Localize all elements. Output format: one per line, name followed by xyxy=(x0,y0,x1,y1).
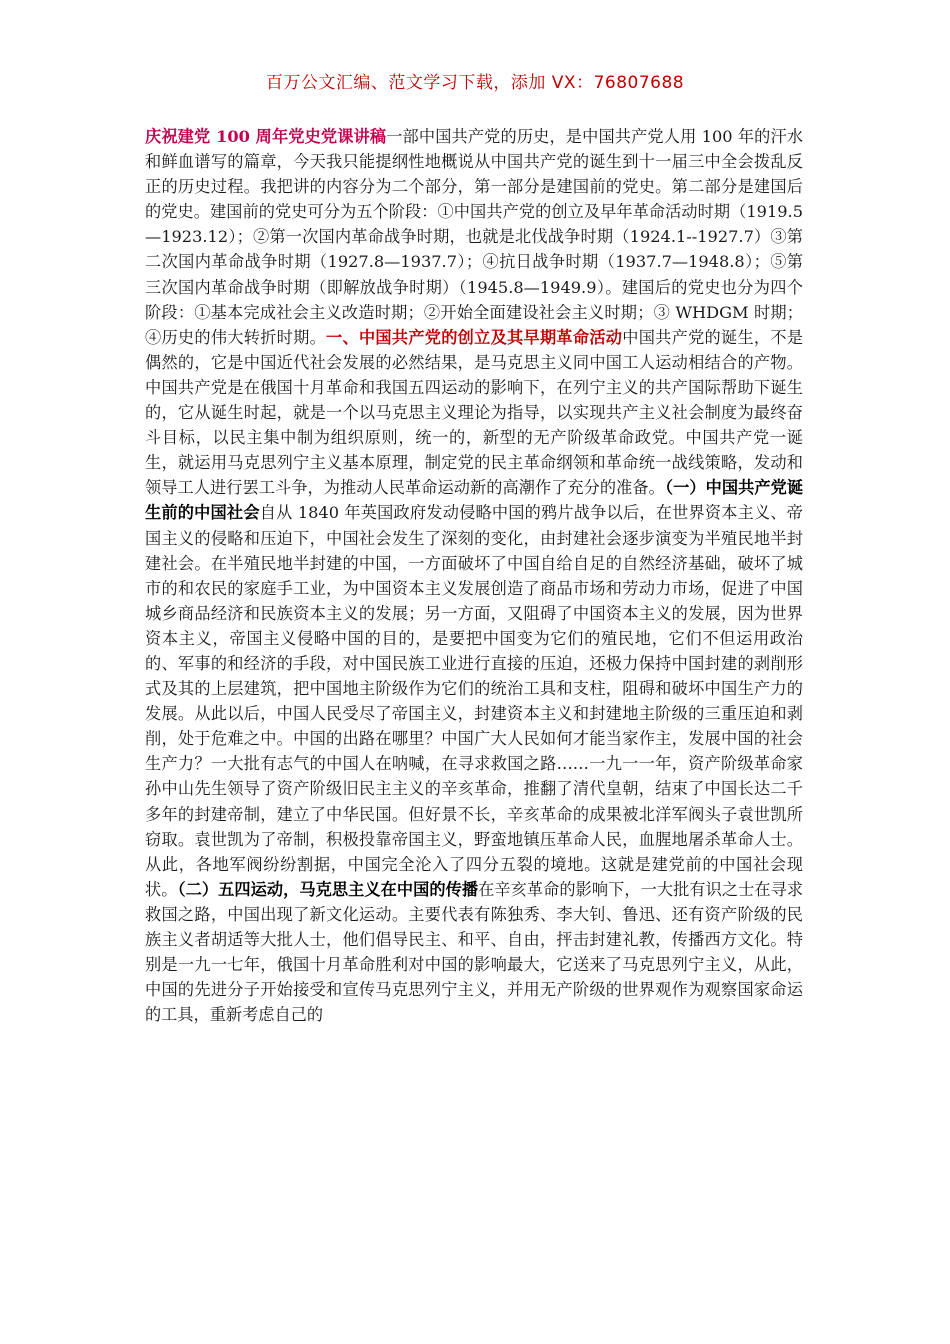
subsection-2-text: 在辛亥革命的影响下，一大批有识之士在寻求救国之路，中国出现了新文化运动。主要代表有陈独秀、李大钊、鲁迅、还有资产阶级的民族主义者胡适等大批人士，他们倡导民主、和平、自由，抨击封建礼教，传播西方文化。特别是一九一七年，俄国十月革命胜利对中国的影响最大，它送来了马克思列宁主义，从此，中国的先进分子开始接受和宣传马克思列宁主义，并用无产阶级的世界观作为观察国家命运的工具，重新考虑自己的 xyxy=(145,879,804,1025)
document-body xyxy=(145,124,803,1027)
intro-paragraph: 一部中国共产党的历史，是中国共产党人用 100 年的汗水和鲜血谱写的篇章，今天我只能提纲性地概说从中国共产党的诞生到十一届三中全会拨乱反正的历史过程。我把讲的内容分为二个部分，第一部分是建国前的党史。第二部分是建国后的党史。建国前的党史可分为五个阶段：①中国共产党的创立及早年革命活动时期（1919.5—1923.12）；②第一次国内革命战争时期，也就是北伐战争时期（1924.1--1927.7）③第二次国内革命战争时期（1927.8—1937.7）；④抗日战争时期（1937.7—1948.8）；⑤第三次国内革命战争时期（即解放战争时期）（1945.8—1949.9）。建国后的党史也分为四个阶段：①基本完成社会主义改造时期；②开始全面建设社会主义时期；③ WHDGM 时期；④历史的伟大转折时期。 xyxy=(145,127,804,347)
subsection-1-text: 自从 1840 年英国政府发动侵略中国的鸦片战争以后，在世界资本主义、帝国主义的侵略和压迫下，中国社会发生了深刻的变化，由封建社会逐步演变为半殖民地半封建社会。在半殖民地半封建的中国，一方面破坏了中国自给自足的自然经济基础，破坏了城市的和农民的家庭手工业，为中国资本主义发展创造了商品市场和劳动力市场，促进了中国城乡商品经济和民族资本主义的发展；另一方面，又阻碍了中国资本主义的发展，因为世界资本主义，帝国主义侵略中国的目的，是要把中国变为它们的殖民地，它们不但运用政治的、军事的和经济的手段，对中国民族工业进行直接的压迫，还极力保持中国封建的剥削形式及其的上层建筑，把中国地主阶级作为它们的统治工具和支柱，阻碍和破坏中国生产力的发展。从此以后，中国人民受尽了帝国主义，封建资本主义和封建地主阶级的三重压迫和剥削，处于危难之中。中国的出路在哪里？中国广大人民如何才能当家作主，发展中国的社会生产力？一大批有志气的中国人在呐喊，在寻求救国之路……一九一一年，资产阶级革命家孙中山先生领导了资产阶级旧民主主义的辛亥革命，推翻了清代皇朝，结束了中国长达二千多年的封建帝制，建立了中华民国。但好景不长，辛亥革命的成果被北洋军阀头子袁世凯所窃取。袁世凯为了帝制，积极投靠帝国主义，野蛮地镇压革命人民，血腥地屠杀革命人士。从此，各地军阀纷纷割据，中国完全沦入了四分五裂的境地。这就是建党前的中国社会现状。 xyxy=(145,503,803,899)
document-title: 庆祝建党 100 周年党史党课讲稿 xyxy=(145,127,387,146)
section-heading-1: 一、中国共产党的创立及其早期革命活动 xyxy=(326,327,623,347)
subsection-heading-1: （一）中国共产党诞生前的中国社会 xyxy=(145,478,804,523)
page-header: 百万公文汇编、范文学习下载，添加 VX：76807688 xyxy=(265,73,685,93)
subsection-heading-2: （二）五四运动，马克思主义在中国的传播 xyxy=(177,879,479,899)
section-1-text: 中国共产党的诞生，不是偶然的，它是中国近代社会发展的必然结果，是马克思主义同中国工人运动相结合的产物。中国共产党是在俄国十月革命和我国五四运动的影响下，在列宁主义的共产国际帮助下诞生的，它从诞生时起，就是一个以马克思主义理论为指导，以实现共产主义社会制度为最终奋斗目标，以民主集中制为组织原则，统一的，新型的无产阶级革命政党。中国共产党一诞生，就运用马克思列宁主义基本原理，制定党的民主革命纲领和革命统一战线策略，发动和领导工人进行罢工斗争，为推动人民革命运动新的高潮作了充分的准备。 xyxy=(145,327,804,498)
